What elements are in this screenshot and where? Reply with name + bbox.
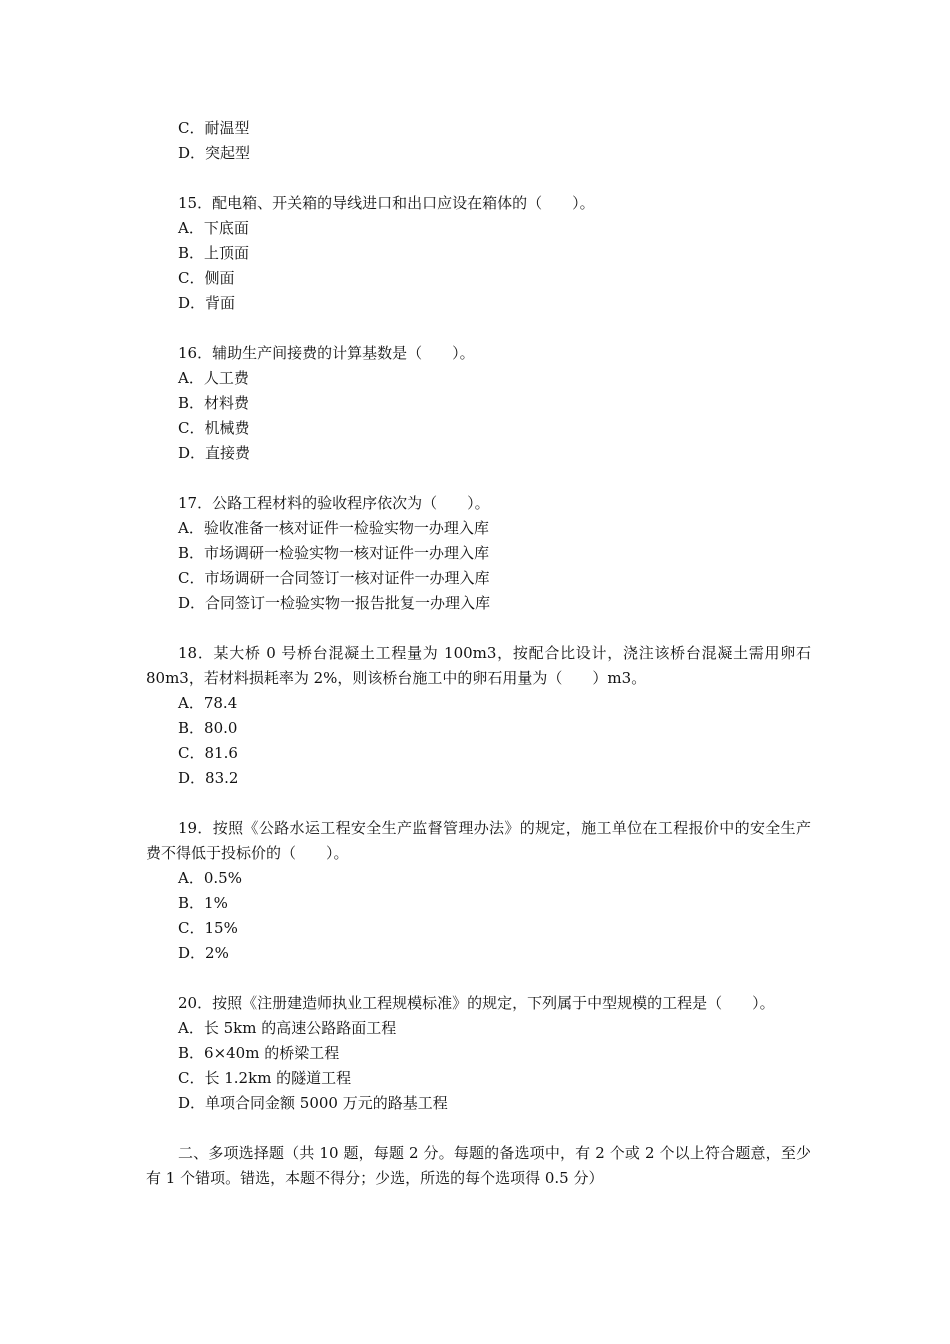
document-body (146, 116, 811, 1191)
option-c: C．侧面 (178, 269, 235, 287)
question-16 (146, 341, 811, 466)
option-b: B．上顶面 (178, 244, 250, 262)
spacer (146, 316, 811, 341)
section-heading-multiple-choice: 二、多项选择题（共 10 题，每题 2 分。每题的备选项中，有 2 个或 2 个以上符合题意，至少有 1 个错项。错选，本题不得分；少选，所选的每个选项得 0.5 分） (146, 1144, 811, 1187)
option-c: C．长 1.2km 的隧道工程 (178, 1069, 352, 1087)
option-b: B．80.0 (178, 719, 238, 737)
option-c: C．81.6 (178, 744, 238, 762)
question-stem: 19．按照《公路水运工程安全生产监督管理办法》的规定，施工单位在工程报价中的安全生产费不得低于投标价的（ ）。 (146, 819, 811, 862)
option-q14-c: C．耐温型 (178, 119, 250, 137)
option-b: B．6×40m 的桥梁工程 (178, 1044, 340, 1062)
question-stem: 16．辅助生产间接费的计算基数是（ ）。 (178, 344, 475, 362)
question-19 (146, 816, 811, 966)
question-stem: 17．公路工程材料的验收程序依次为（ ）。 (178, 494, 490, 512)
option-c: C．15% (178, 919, 238, 937)
spacer (146, 616, 811, 641)
option-c: C．机械费 (178, 419, 250, 437)
question-stem: 18．某大桥 0 号桥台混凝土工程量为 100m3，按配合比设计，浇注该桥台混凝土需用卵石 80m3，若材料损耗率为 2%，则该桥台施工中的卵石用量为（ ）m3。 (146, 644, 811, 687)
option-b: B．材料费 (178, 394, 250, 412)
spacer (146, 791, 811, 816)
option-d: D．2% (178, 944, 229, 962)
option-c: C．市场调研一合同签订一核对证件一办理入库 (178, 569, 490, 587)
option-d: D．直接费 (178, 444, 251, 462)
option-a: A．验收准备一核对证件一检验实物一办理入库 (178, 519, 489, 537)
option-a: A．人工费 (178, 369, 249, 387)
option-b: B．市场调研一检验实物一核对证件一办理入库 (178, 544, 490, 562)
question-15 (146, 191, 811, 316)
option-d: D．单项合同金额 5000 万元的路基工程 (178, 1094, 448, 1112)
carryover-options (146, 116, 811, 166)
option-q14-d: D．突起型 (178, 144, 251, 162)
spacer (146, 1116, 811, 1141)
option-b: B．1% (178, 894, 228, 912)
option-a: A．0.5% (178, 869, 242, 887)
question-18 (146, 641, 811, 791)
option-a: A．78.4 (178, 694, 238, 712)
option-a: A．下底面 (178, 219, 249, 237)
option-d: D．83.2 (178, 769, 239, 787)
question-stem: 20．按照《注册建造师执业工程规模标准》的规定，下列属于中型规模的工程是（ ）。 (178, 994, 775, 1012)
spacer (146, 166, 811, 191)
spacer (146, 966, 811, 991)
spacer (146, 466, 811, 491)
option-d: D．合同签订一检验实物一报告批复一办理入库 (178, 594, 491, 612)
option-d: D．背面 (178, 294, 236, 312)
question-stem: 15．配电箱、开关箱的导线进口和出口应设在箱体的（ ）。 (178, 194, 595, 212)
question-20 (146, 991, 811, 1116)
option-a: A．长 5km 的高速公路路面工程 (178, 1019, 397, 1037)
question-17 (146, 491, 811, 616)
